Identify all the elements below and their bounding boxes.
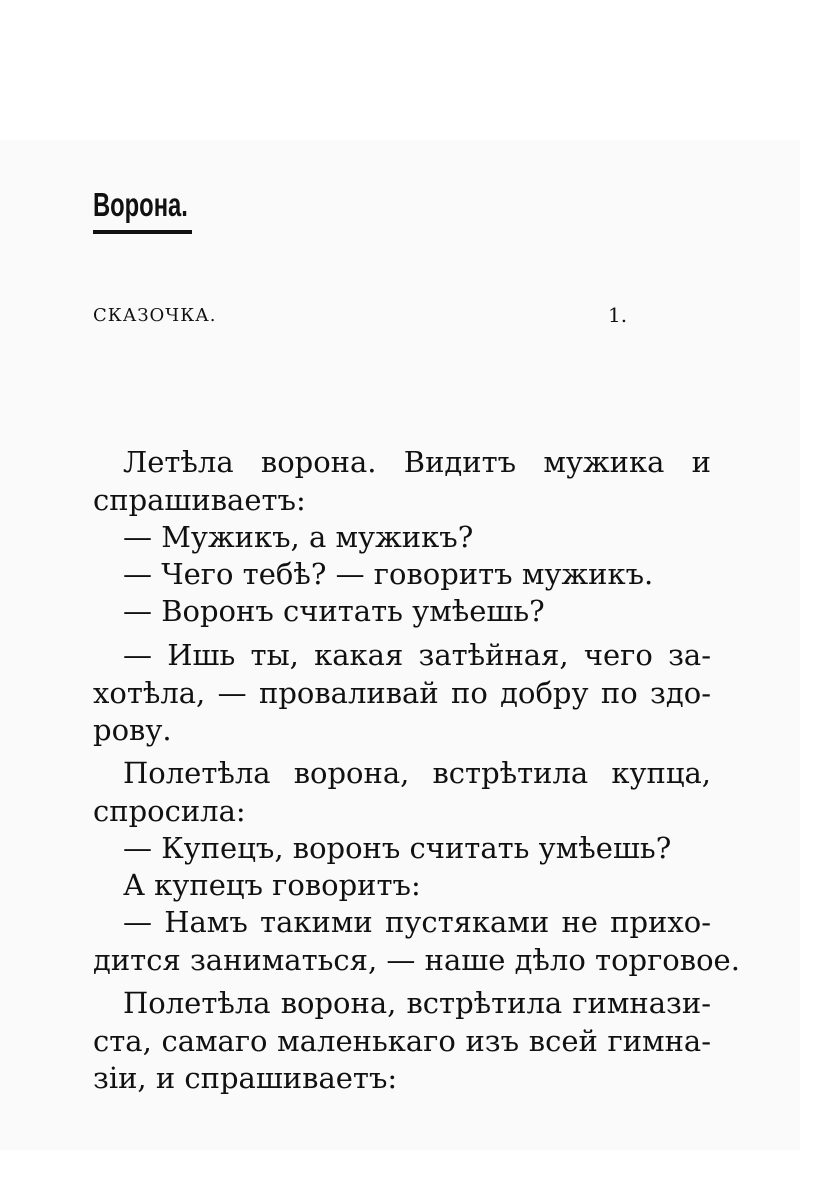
subtitle: СКАЗОЧКА.	[93, 305, 217, 326]
text-line: — Мужикъ, а мужикъ?	[123, 520, 474, 554]
text-line: спросила:	[93, 794, 246, 828]
chapter-number: 1.	[608, 303, 628, 327]
text-line: — Ишь ты, какая затѣйная, чего за-	[123, 638, 711, 672]
text-line: — Намъ такими пустяками не прихо-	[123, 905, 711, 939]
text-line: ста, самаго маленькаго изъ всей гимна-	[93, 1024, 711, 1058]
text-line: — Воронъ считать умѣешь?	[123, 594, 545, 628]
text-line: хотѣла, — проваливай по добру по здо-	[93, 676, 711, 710]
text-line: — Купецъ, воронъ считать умѣешь?	[123, 831, 672, 865]
text-line: — Чего тебѣ? — говоритъ мужикъ.	[123, 557, 654, 591]
text-line: зіи, и спрашиваетъ:	[93, 1061, 398, 1095]
text-line: дится заниматься, — наше дѣло торговое.	[93, 943, 740, 977]
text-line: А купецъ говоритъ:	[123, 868, 421, 902]
text-line: спрашиваетъ:	[93, 483, 306, 517]
text-line: рову.	[93, 713, 172, 747]
text-line: Полетѣла ворона, встрѣтила гимнази-	[123, 986, 711, 1020]
text-line: Полетѣла ворона, встрѣтила купца,	[123, 756, 711, 790]
text-line: Летѣла ворона. Видитъ мужика и	[123, 445, 711, 479]
page-title: Ворона.	[93, 186, 188, 223]
title-underline	[93, 230, 192, 234]
